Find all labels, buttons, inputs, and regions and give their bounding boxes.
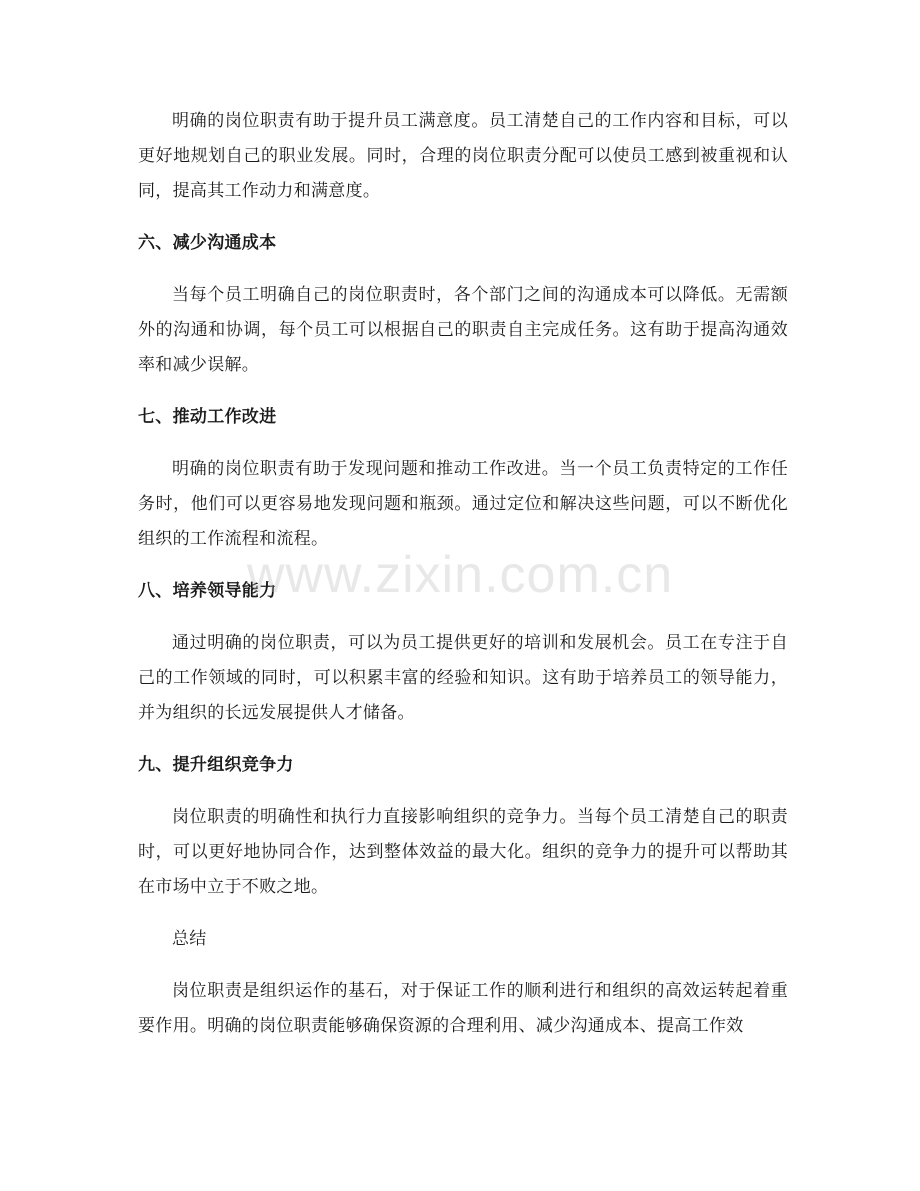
summary-label: 总结: [172, 929, 207, 949]
paragraph-summary: 岗位职责是组织运作的基石，对于保证工作的顺利进行和组织的高效运转起着重要作用。明确的岗位职责能够确保资源的合理利用、减少沟通成本、提高工作效: [138, 981, 788, 1036]
paragraph-reduce-communication-cost: 当每个员工明确自己的岗位职责时，各个部门之间的沟通成本可以降低。无需额外的沟通和协调，每个员工可以根据自己的职责自主完成任务。这有助于提高沟通效率和减少误解。: [138, 285, 788, 375]
heading-develop-leadership: 八、培养领导能力: [138, 581, 277, 601]
paragraph-employee-satisfaction: 明确的岗位职责有助于提升员工满意度。员工清楚自己的工作内容和目标，可以更好地规划自己的职业发展。同时，合理的岗位职责分配可以使员工感到被重视和认同，提高其工作动力和满意度。: [138, 111, 788, 201]
paragraph-develop-leadership: 通过明确的岗位职责，可以为员工提供更好的培训和发展机会。员工在专注于自己的工作领域的同时，可以积累丰富的经验和知识。这有助于培养员工的领导能力，并为组织的长远发展提供人才储备。: [138, 633, 788, 723]
heading-enhance-competitiveness: 九、提升组织竞争力: [138, 755, 294, 775]
paragraph-enhance-competitiveness: 岗位职责的明确性和执行力直接影响组织的竞争力。当每个员工清楚自己的职责时，可以更好地协同合作，达到整体效益的最大化。组织的竞争力的提升可以帮助其在市场中立于不败之地。: [138, 807, 788, 897]
watermark: www.zixin.com.cn: [246, 546, 674, 604]
paragraph-promote-work-improvement: 明确的岗位职责有助于发现问题和推动工作改进。当一个员工负责特定的工作任务时，他们可以更容易地发现问题和瓶颈。通过定位和解决这些问题，可以不断优化组织的工作流程和流程。: [138, 459, 788, 549]
heading-reduce-communication-cost: 六、减少沟通成本: [138, 233, 277, 253]
heading-promote-work-improvement: 七、推动工作改进: [138, 407, 277, 427]
document-body: [138, 104, 788, 1044]
